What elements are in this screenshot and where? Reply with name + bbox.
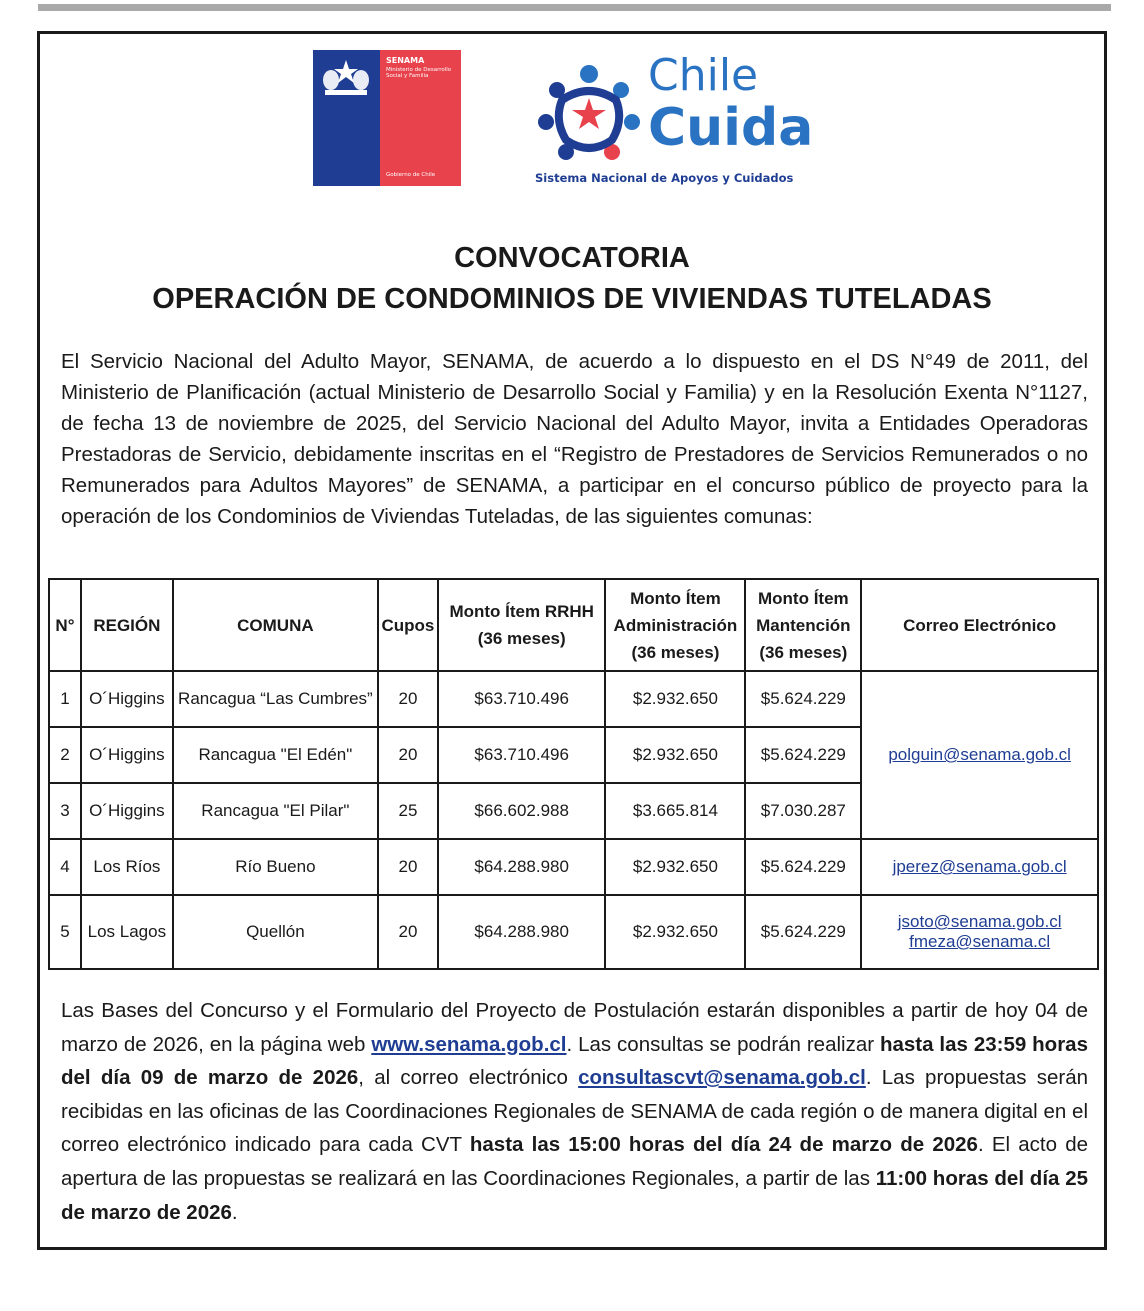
cell-number: 3 bbox=[49, 783, 81, 839]
email-link-polguin[interactable]: polguin@senama.gob.cl bbox=[888, 745, 1071, 764]
cell-number: 1 bbox=[49, 671, 81, 727]
title-convocatoria: CONVOCATORIA bbox=[454, 242, 690, 274]
senama-logo bbox=[313, 50, 461, 186]
cell-rrhh: $63.710.496 bbox=[438, 671, 606, 727]
header-mant-line3: (36 meses) bbox=[759, 642, 848, 662]
cell-region: O´Higgins bbox=[81, 783, 173, 839]
cell-cupos: 25 bbox=[378, 783, 438, 839]
email-link-fmeza[interactable]: fmeza@senama.cl bbox=[909, 932, 1051, 951]
header-rrhh-line2: (36 meses) bbox=[477, 629, 566, 648]
senama-logo-name: SENAMA bbox=[386, 56, 425, 65]
senama-logo-blue-panel bbox=[313, 50, 380, 186]
header-rrhh-line1: Monto Ítem RRHH bbox=[449, 602, 594, 621]
cell-region: Los Lagos bbox=[81, 895, 173, 969]
header-mant bbox=[745, 579, 861, 671]
cell-rrhh: $66.602.988 bbox=[438, 783, 606, 839]
closing-text-6: . bbox=[231, 1200, 238, 1224]
cell-admin: $2.932.650 bbox=[605, 895, 745, 969]
cell-comuna: Río Bueno bbox=[173, 839, 378, 895]
cell-number: 5 bbox=[49, 895, 81, 969]
header-email: Correo Electrónico bbox=[861, 579, 1098, 671]
closing-text-5: . El acto de apertura de las propuestas se realizará en las Coordinaciones Regionales, a partir de las bbox=[61, 1133, 1088, 1190]
cell-admin: $3.665.814 bbox=[605, 783, 745, 839]
email-link-jperez[interactable]: jperez@senama.gob.cl bbox=[892, 857, 1067, 876]
cell-number: 2 bbox=[49, 727, 81, 783]
cell-number: 4 bbox=[49, 839, 81, 895]
condominios-table bbox=[48, 578, 1099, 970]
chile-cuida-wordmark-chile: Chile bbox=[648, 50, 759, 101]
cell-cupos: 20 bbox=[378, 671, 438, 727]
cell-rrhh: $63.710.496 bbox=[438, 727, 606, 783]
chile-cuida-mark-icon bbox=[532, 60, 646, 166]
cell-mant: $5.624.229 bbox=[745, 727, 861, 783]
closing-text-3: , al correo electrónico bbox=[358, 1066, 579, 1090]
cell-admin: $2.932.650 bbox=[605, 727, 745, 783]
cell-comuna: Quellón bbox=[173, 895, 378, 969]
cell-email-los-lagos bbox=[861, 895, 1098, 969]
closing-deadline-consultas: hasta las 23:59 horas del día 09 de marzo de 2026 bbox=[61, 1032, 1088, 1090]
chile-cuida-subtitle: Sistema Nacional de Apoyos y Cuidados bbox=[535, 171, 794, 185]
cell-mant: $5.624.229 bbox=[745, 839, 861, 895]
closing-apertura-time: 11:00 horas del día 25 de marzo de 2026 bbox=[61, 1166, 1088, 1224]
closing-text-1: Las Bases del Concurso y el Formulario del Proyecto de Postulación estarán disponibles a partir de hoy 04 de marzo de 2026, en la página web bbox=[61, 999, 1088, 1056]
cell-region: O´Higgins bbox=[81, 727, 173, 783]
closing-deadline-propuestas: hasta las 15:00 horas del día 24 de marzo de 2026 bbox=[469, 1133, 978, 1157]
chile-cuida-wordmark-cuida: Cuida bbox=[648, 98, 814, 158]
consultas-email-link[interactable]: consultascvt@senama.gob.cl bbox=[578, 1066, 866, 1090]
header-mant-line2: Mantención bbox=[756, 615, 851, 635]
table-row bbox=[49, 671, 1098, 727]
website-link[interactable]: www.senama.gob.cl bbox=[371, 1032, 567, 1056]
cell-rrhh: $64.288.980 bbox=[438, 839, 606, 895]
cell-comuna: Rancagua "El Pilar" bbox=[173, 783, 378, 839]
header-cupos: Cupos bbox=[378, 579, 438, 671]
cell-email-los-rios bbox=[861, 839, 1098, 895]
coat-of-arms-icon bbox=[313, 56, 380, 106]
senama-logo-government: Gobierno de Chile bbox=[386, 172, 436, 178]
closing-text-2: . Las consultas se podrán realizar bbox=[566, 1032, 880, 1056]
cell-admin: $2.932.650 bbox=[605, 671, 745, 727]
table-row bbox=[49, 839, 1098, 895]
header-admin bbox=[605, 579, 745, 671]
cell-cupos: 20 bbox=[378, 839, 438, 895]
cell-mant: $5.624.229 bbox=[745, 895, 861, 969]
header-comuna: COMUNA bbox=[173, 579, 378, 671]
cell-admin: $2.932.650 bbox=[605, 839, 745, 895]
cell-rrhh: $64.288.980 bbox=[438, 895, 606, 969]
intro-paragraph: El Servicio Nacional del Adulto Mayor, SENAMA, de acuerdo a lo dispuesto en el DS N°49 de 2011, del Ministerio de Planificación (actual Ministerio de Desarrollo Social y Familia) y en la Resolución Exenta N°1127, de fecha 13 de noviembre de 2025, del Servicio Nacional del Adulto Mayor, invita a Entidades Operadoras Prestadoras de Servicio, debidamente inscritas en el “Registro de Prestadores de Servicios Remunerados o no Remunerados para Adultos Mayores” de SENAMA, a participar en el concurso público de proyecto para la operación de los Condominios de Viviendas Tuteladas, de las siguientes comunas: bbox=[61, 350, 1088, 528]
cell-email-ohiggins bbox=[861, 671, 1098, 839]
cell-region: Los Ríos bbox=[81, 839, 173, 895]
header-admin-line3: (36 meses) bbox=[631, 642, 720, 662]
header-region: REGIÓN bbox=[81, 579, 173, 671]
title-operacion: OPERACIÓN DE CONDOMINIOS DE VIVIENDAS TUTELADAS bbox=[152, 283, 992, 315]
header-admin-line2: Administración bbox=[613, 615, 738, 635]
table-header-row bbox=[49, 579, 1098, 671]
senama-logo-ministry: Ministerio de Desarrollo Social y Familia bbox=[386, 67, 452, 80]
table-row bbox=[49, 895, 1098, 969]
closing-text-4: . Las propuestas serán recibidas en las oficinas de las Coordinaciones Regionales de SENAMA de cada región o de manera digital en el correo electrónico indicado para cada CVT bbox=[61, 1066, 1088, 1157]
cell-cupos: 20 bbox=[378, 895, 438, 969]
closing-paragraph bbox=[61, 994, 1088, 1229]
email-link-jsoto[interactable]: jsoto@senama.gob.cl bbox=[897, 912, 1062, 931]
senama-logo-red-panel bbox=[380, 50, 461, 186]
cell-region: O´Higgins bbox=[81, 671, 173, 727]
header-number: N° bbox=[49, 579, 81, 671]
cell-mant: $7.030.287 bbox=[745, 783, 861, 839]
cell-mant: $5.624.229 bbox=[745, 671, 861, 727]
header-admin-line1: Monto Ítem bbox=[630, 588, 721, 608]
header-mant-line1: Monto Ítem bbox=[758, 588, 849, 608]
header-rrhh bbox=[438, 579, 606, 671]
cell-cupos: 20 bbox=[378, 727, 438, 783]
cell-comuna: Rancagua “Las Cumbres” bbox=[173, 671, 378, 727]
top-gray-rule bbox=[38, 4, 1111, 11]
cell-comuna: Rancagua "El Edén" bbox=[173, 727, 378, 783]
